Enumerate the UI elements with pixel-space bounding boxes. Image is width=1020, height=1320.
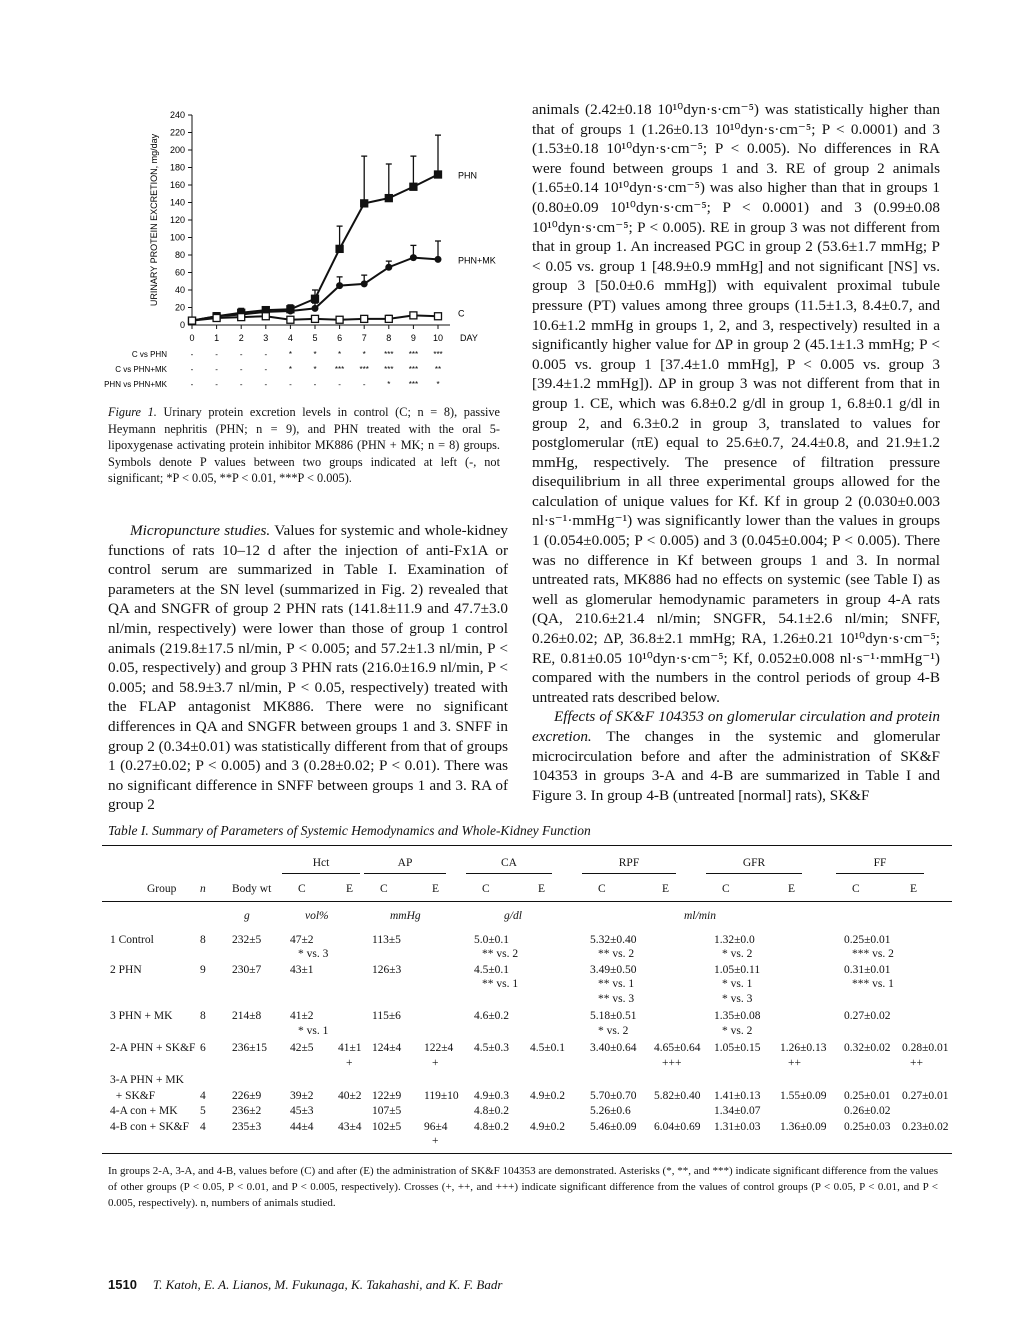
y-tick-label: 120 — [169, 215, 185, 225]
significance-mark: *** — [359, 365, 369, 374]
table-cell: 4 — [200, 1090, 206, 1102]
significance-mark: - — [264, 380, 268, 389]
data-point — [336, 282, 343, 289]
table-cell: 0.25±0.01 — [844, 934, 891, 946]
data-point — [410, 312, 417, 319]
x-tick-label: 7 — [361, 333, 367, 343]
table-cell: 1.36±0.09 — [780, 1121, 827, 1133]
significance-row-label: PHN vs PHN+MK — [104, 380, 167, 389]
x-axis-label: DAY — [460, 333, 478, 343]
significance-mark: - — [264, 365, 268, 374]
table-cell: 4.9±0.2 — [530, 1121, 566, 1133]
column-group-rule — [282, 873, 360, 874]
table-cell: 45±3 — [290, 1105, 314, 1117]
table-cell: 41±1 — [338, 1042, 362, 1054]
table-cell: ++ — [788, 1057, 801, 1069]
data-point — [361, 280, 368, 287]
data-point — [312, 315, 319, 322]
table-cell: 5.70±0.70 — [590, 1090, 637, 1102]
table-cell: 5.26±0.6 — [590, 1105, 631, 1117]
section-heading: Micropuncture studies. — [130, 522, 271, 539]
table-cell: 1.05±0.15 — [714, 1042, 761, 1054]
data-point — [189, 317, 196, 324]
column-header: C — [380, 883, 388, 895]
protein-excretion-chart — [100, 100, 520, 400]
series-label: PHN — [458, 170, 478, 181]
table-cell: ** vs. 2 — [598, 948, 635, 960]
table-cell: 126±3 — [372, 964, 402, 976]
table-cell: 235±3 — [232, 1121, 262, 1133]
table-cell: + — [432, 1057, 439, 1069]
x-tick-label: 1 — [214, 333, 220, 343]
data-point — [385, 315, 392, 322]
significance-mark: *** — [408, 365, 419, 374]
significance-mark: - — [190, 350, 194, 359]
column-header: C — [852, 883, 860, 895]
significance-mark: *** — [384, 350, 394, 359]
significance-mark: *** — [408, 380, 419, 389]
data-point — [287, 308, 294, 315]
figure-caption — [108, 404, 500, 487]
data-point — [410, 254, 417, 261]
table-cell: 1.26±0.13 — [780, 1042, 827, 1054]
row-label: + SK&F — [110, 1090, 156, 1102]
significance-mark: * — [313, 365, 317, 374]
table-cell: 4.8±0.2 — [474, 1105, 510, 1117]
significance-mark: *** — [433, 350, 443, 359]
significance-mark: * — [338, 350, 342, 359]
table-cell: * vs. 2 — [598, 1025, 629, 1037]
table-cell: 226±9 — [232, 1090, 262, 1102]
left-column-text — [108, 521, 508, 815]
column-group-rule — [466, 873, 552, 874]
data-point — [385, 264, 392, 271]
table-cell: 236±15 — [232, 1042, 268, 1054]
table-cell: 8 — [200, 934, 206, 946]
table-cell: 102±5 — [372, 1121, 402, 1133]
significance-mark: * — [288, 365, 292, 374]
table-cell: 47±2 — [290, 934, 314, 946]
table-cell: 0.25±0.03 — [844, 1121, 891, 1133]
table-cell: 41±2 — [290, 1010, 314, 1022]
column-header: C — [482, 883, 490, 895]
column-header: E — [538, 883, 546, 895]
table-cell: 5.18±0.51 — [590, 1010, 637, 1022]
column-group-rule — [364, 873, 446, 874]
column-header: E — [432, 883, 440, 895]
data-point — [262, 313, 269, 320]
x-tick-label: 9 — [410, 333, 416, 343]
table-cell: * vs. 3 — [722, 993, 753, 1005]
table-cell: 39±2 — [290, 1090, 314, 1102]
table-cell: +++ — [662, 1057, 682, 1069]
y-axis-label: URINARY PROTEIN EXCRETION, mg/day — [149, 133, 159, 307]
column-group-rule — [582, 873, 676, 874]
data-point — [336, 245, 343, 252]
data-point — [312, 305, 319, 312]
y-tick-label: 80 — [174, 250, 185, 260]
table-cell: 43±1 — [290, 964, 314, 976]
table-cell: 1.32±0.0 — [714, 934, 755, 946]
column-header: E — [788, 883, 796, 895]
column-header: E — [910, 883, 918, 895]
x-tick-label: 6 — [337, 333, 343, 343]
significance-mark: - — [190, 365, 194, 374]
table-cell: 0.23±0.02 — [902, 1121, 949, 1133]
series-label: PHN+MK — [458, 255, 496, 266]
column-group-rule — [836, 873, 924, 874]
y-tick-label: 240 — [169, 110, 185, 120]
table-cell: *** vs. 1 — [852, 978, 894, 990]
data-point — [361, 315, 368, 322]
table-cell: 40±2 — [338, 1090, 362, 1102]
right-column-text — [532, 100, 940, 805]
data-point — [435, 256, 442, 263]
table-cell: + — [432, 1135, 439, 1147]
significance-mark: * — [288, 350, 292, 359]
table-cell: 124±4 — [372, 1042, 402, 1054]
table-cell: 0.32±0.02 — [844, 1042, 891, 1054]
table-cell: ** vs. 1 — [598, 978, 635, 990]
x-tick-label: 8 — [386, 333, 392, 343]
significance-mark: *** — [334, 365, 345, 374]
column-group-header: FF — [873, 857, 887, 869]
table-cell: * vs. 1 — [298, 1025, 329, 1037]
column-header: Group — [147, 883, 177, 895]
significance-mark: - — [362, 380, 366, 389]
row-label: 4-B con + SK&F — [110, 1121, 190, 1133]
table-cell: 1.05±0.11 — [714, 964, 761, 976]
data-point — [287, 316, 294, 323]
figure-label: Figure 1. — [108, 405, 157, 419]
unit-label: g — [244, 910, 250, 922]
column-group-header: CA — [501, 857, 517, 869]
row-label: 3 PHN + MK — [110, 1010, 173, 1022]
table-cell: 3.49±0.50 — [590, 964, 637, 976]
data-point — [312, 295, 319, 302]
table-cell: ** vs. 1 — [482, 978, 519, 990]
table-cell: 42±5 — [290, 1042, 314, 1054]
unit-label: mmHg — [390, 910, 421, 922]
table-cell: ** vs. 2 — [482, 948, 519, 960]
significance-mark: - — [215, 365, 218, 374]
significance-mark: * — [362, 350, 366, 359]
table-cell: 0.27±0.02 — [844, 1010, 891, 1022]
data-point — [361, 200, 368, 207]
row-label: 2-A PHN + SK&F — [110, 1042, 196, 1054]
table-cell: 4.6±0.2 — [474, 1010, 510, 1022]
table-cell: 5.82±0.40 — [654, 1090, 701, 1102]
table-cell: *** vs. 2 — [852, 948, 894, 960]
table-cell: * vs. 2 — [722, 1025, 753, 1037]
table-cell: 4.8±0.2 — [474, 1121, 510, 1133]
table-cell: 43±4 — [338, 1121, 362, 1133]
row-label: 4-A con + MK — [110, 1105, 178, 1117]
x-tick-label: 0 — [189, 333, 195, 343]
table-cell: 236±2 — [232, 1105, 262, 1117]
significance-mark: - — [239, 350, 243, 359]
column-group-header: GFR — [742, 857, 766, 869]
table-cell: 6 — [200, 1042, 206, 1054]
x-tick-label: 10 — [432, 333, 444, 343]
header-bottom-rule — [102, 901, 952, 902]
significance-mark: *** — [384, 365, 394, 374]
table-cell: 107±5 — [372, 1105, 402, 1117]
table-cell: 1.31±0.03 — [714, 1121, 761, 1133]
unit-label: g/dl — [504, 910, 522, 922]
significance-mark: * — [436, 380, 440, 389]
column-group-header: RPF — [618, 857, 640, 869]
data-point — [336, 316, 343, 323]
paragraph: The changes in the systemic and glomerular microcirculation before and after the administration of SK&F 104353 in groups 3-A and 4-B are summarized in Table I and Figure 3. In group 4-B (untreated [normal] rats), SK&F — [532, 728, 940, 804]
table-cell: 9 — [200, 964, 206, 976]
row-label: 2 PHN — [110, 964, 142, 976]
y-tick-label: 220 — [169, 127, 185, 138]
table-cell: 4.5±0.1 — [474, 964, 510, 976]
table-cell: 230±7 — [232, 964, 262, 976]
y-tick-label: 40 — [174, 285, 185, 295]
significance-mark: ** — [434, 365, 442, 374]
table-cell: ++ — [910, 1057, 923, 1069]
table-cell: 4.9±0.3 — [474, 1090, 510, 1102]
column-header: C — [298, 883, 306, 895]
table-cell: 96±4 — [424, 1121, 448, 1133]
y-tick-label: 100 — [169, 232, 185, 243]
y-tick-label: 60 — [174, 267, 185, 278]
table-cell: 122±4 — [424, 1042, 454, 1054]
significance-mark: - — [264, 350, 268, 359]
table-cell: 5.0±0.1 — [474, 934, 510, 946]
x-tick-label: 4 — [287, 333, 293, 343]
table-cell: 44±4 — [290, 1121, 314, 1133]
y-tick-label: 200 — [169, 145, 185, 155]
significance-mark: - — [313, 380, 317, 389]
unit-label: vol% — [305, 910, 329, 922]
y-tick-label: 20 — [174, 302, 185, 313]
y-tick-label: 160 — [169, 180, 185, 190]
authors: T. Katoh, E. A. Lianos, M. Fukunaga, K. Takahashi, and K. F. Badr — [152, 1277, 503, 1292]
column-header: E — [346, 883, 354, 895]
table-cell: 232±5 — [232, 934, 262, 946]
x-tick-label: 3 — [263, 333, 269, 343]
table-cell: 122±9 — [372, 1090, 402, 1102]
table-cell: 0.31±0.01 — [844, 964, 891, 976]
x-tick-label: 2 — [238, 333, 244, 343]
table-cell: 0.28±0.01 — [902, 1042, 949, 1054]
data-point — [213, 315, 220, 322]
data-point — [435, 313, 442, 320]
table-cell: 1.55±0.09 — [780, 1090, 827, 1102]
column-header: E — [662, 883, 670, 895]
series-label: C — [458, 308, 465, 319]
table-cell: 119±10 — [424, 1090, 459, 1102]
table-cell: 8 — [200, 1010, 206, 1022]
table-cell: 5.32±0.40 — [590, 934, 637, 946]
data-point — [238, 314, 245, 321]
y-tick-label: 180 — [169, 162, 185, 173]
page-footer — [108, 1277, 502, 1293]
significance-mark: - — [338, 380, 341, 389]
column-header: n — [200, 883, 206, 895]
table-top-rule — [102, 845, 952, 846]
significance-mark: - — [215, 350, 218, 359]
column-header: Body wt — [232, 883, 272, 895]
table-cell: 1.41±0.13 — [714, 1090, 761, 1102]
table-cell: 115±6 — [372, 1010, 401, 1022]
column-group-header: AP — [397, 857, 413, 869]
table-cell: 1.34±0.07 — [714, 1105, 761, 1117]
y-tick-label: 140 — [169, 197, 185, 208]
table-cell: 113±5 — [372, 934, 401, 946]
table-title: Table I. Summary of Parameters of Systemic Hemodynamics and Whole-Kidney Function — [108, 823, 591, 838]
significance-mark: *** — [408, 350, 419, 359]
table-cell: 0.26±0.02 — [844, 1105, 891, 1117]
table-cell: 0.27±0.01 — [902, 1090, 949, 1102]
significance-mark: - — [289, 380, 292, 389]
column-header: C — [722, 883, 730, 895]
data-point — [385, 195, 392, 202]
table-cell: * vs. 3 — [298, 948, 329, 960]
paragraph: animals (2.42±0.18 10¹⁰dyn·s·cm⁻⁵) was statistically higher than that of groups 1 (1.26±0.13 10¹⁰dyn·s·cm⁻⁵; P < 0.0001) and 3 (1.53±0.18 10¹⁰dyn·s·cm⁻⁵; P < 0.005). No differences in RA were found between groups 1 and 3. RE of group 2 animals (1.65±0.14 10¹⁰dyn·s·cm⁻⁵) was also higher than that in groups 1 (0.80±0.09 10¹⁰dyn·s·cm⁻⁵; P < 0.0001) and 3 (0.99±0.08 10¹⁰dyn·s·cm⁻⁵; P < 0.005). RE in group 3 was not different from that in group 1. An increased PGC in group 2 (53.6±1.7 mmHg; P < 0.05 vs. group 1 [48.9±0.9 mmHg] and not significant [NS] vs. group 3 [50.0±0.6 mmHg]) with equivalent proximal tubule pressure (PT) values among three groups (11.5±1.3, 8.4±0.7, and 10.6±1.2 mmHg in groups 1, 2, and 3, respectively) resulted in a significantly higher value for ΔP in group 2 (45.1±1.3 mmHg; P < 0.005 vs. group 1 [37.4±1.0 mmHg], P < 0.005 vs. group 3 [39.4±1.2 mmHg]). ΔP in group 3 was not different from that in group 1. CE, which was 6.8±0.2 g/dl in group 1, 6.8±0.1 g/dl in group 2, and 6.3±0.2 in group 3, translated to values for postglomerular (πE) equal to 25.6±0.7, 24.4±0.8, and 21.9±1.2 mmHg, respectively. The presence of filtration pressure disequilibrium in all three experimental groups allowed for the calculation of unique values for Kf. Kf in group 2 (0.030±0.003 nl·s⁻¹·mmHg⁻¹) was significantly lower than the values in groups 1 (0.054±0.005; P < 0.005) and 3 (0.045±0.004; P < 0.005). There was no difference in Kf between groups 1 and 3. In normal untreated rats, MK886 had no effects on systemic (see Table I) as well as glomerular hemodynamic parameters in group 4-A rats (QA, 210.6±21.4 nl/min; SNGFR, 54.1±2.6 nl/min; SNFF, 0.26±0.02; ΔP, 36.8±2.1 mmHg; RA, 1.26±0.21 10¹⁰dyn·s·cm⁻⁵; RE, 0.81±0.05 10¹⁰dyn·s·cm⁻⁵; Kf, 0.052±0.008 nl·s⁻¹·mmHg⁻¹) compared with the numbers in the control periods of group 4-B untreated rats described below. — [532, 101, 940, 706]
significance-mark: - — [215, 380, 218, 389]
table-footnote: In groups 2-A, 3-A, and 4-B, values before (C) and after (E) the administration of SK&F 104353 are demonstrated. Asterisks (*, **, and ***) indicate significant difference from the values of other groups (P < 0.05, P < 0.01, and P < 0.005, respectively). Crosses (+, ++, and +++) indicate significant difference from the values of control groups (P < 0.05, P < 0.01, and P < 0.005, respectively). n, numbers of animals studied. — [108, 1165, 938, 1209]
section-heading: Effects of SK&F 104353 on glomerular circulation and protein excretion. — [532, 708, 940, 745]
significance-mark: * — [387, 380, 391, 389]
table-cell: 5.46±0.09 — [590, 1121, 637, 1133]
table-cell: 5 — [200, 1105, 206, 1117]
table-cell: 4.9±0.2 — [530, 1090, 566, 1102]
row-label: 1 Control — [110, 934, 154, 946]
table-cell: + — [346, 1057, 353, 1069]
significance-row-label: C vs PHN+MK — [115, 365, 167, 374]
table-cell: 3.40±0.64 — [590, 1042, 637, 1054]
data-point — [435, 171, 442, 178]
column-group-rule — [706, 873, 802, 874]
table-cell: 1.35±0.08 — [714, 1010, 761, 1022]
table-cell: 0.25±0.01 — [844, 1090, 891, 1102]
row-label: 3-A PHN + MK — [110, 1074, 184, 1086]
page-number: 1510 — [108, 1277, 137, 1292]
column-header: C — [598, 883, 606, 895]
table-cell: * vs. 1 — [722, 978, 753, 990]
significance-mark: - — [190, 380, 194, 389]
table-cell: 4.65±0.64 — [654, 1042, 701, 1054]
unit-label: ml/min — [684, 910, 716, 922]
table-cell: 4.5±0.3 — [474, 1042, 510, 1054]
table-cell: * vs. 2 — [722, 948, 753, 960]
table-cell: ** vs. 3 — [598, 993, 635, 1005]
paragraph: Values for systemic and whole-kidney functions of rats 10–12 d after the injection of anti-Fx1A or control serum are summarized in Table I. Examination of parameters at the SN level (summarized in Fig. 2) revealed that QA and SNGFR of group 2 PHN rats (141.8±11.9 and 47.7±3.0 nl/min, respectively) were lower than those of group 1 control animals (219.8±17.5 nl/min, P < 0.005; and 57.2±1.3 nl/min, P < 0.05, respectively) and group 3 PHN rats (216.0±16.9 nl/min, P < 0.005; and 58.9±3.7 nl/min, P < 0.05, respectively) treated with the FLAP antagonist MK886. There were no significant differences in QA and SNGFR between groups 1 and 3. SNFF in group 2 (0.34±0.01) was statistically different from that of groups 1 (0.27±0.02; P < 0.005) and 3 (0.28±0.02; P < 0.01). There was no significant difference in SNFF between groups 1 and 3. RA of group 2 — [108, 522, 508, 814]
table-cell: 6.04±0.69 — [654, 1121, 701, 1133]
figure-caption-text: Urinary protein excretion levels in control (C; n = 8), passive Heymann nephritis (PHN; n = 9), and PHN treated with the oral 5-lipoxygenase activating protein inhibitor MK886 (PHN + MK; n = 8) groups. Symbols denote P values between two groups indicated at left (-, not significant; *P < 0.05, **P < 0.01, ***P < 0.005). — [108, 405, 501, 485]
table-cell: 4 — [200, 1121, 206, 1133]
y-tick-label: 0 — [179, 320, 185, 330]
table-cell: 4.5±0.1 — [530, 1042, 566, 1054]
x-tick-label: 5 — [312, 333, 318, 343]
significance-mark: * — [313, 350, 317, 359]
table-bottom-rule — [102, 1153, 952, 1154]
data-point — [410, 183, 417, 190]
significance-row-label: C vs PHN — [131, 350, 167, 359]
significance-mark: - — [239, 365, 243, 374]
significance-mark: - — [239, 380, 243, 389]
column-group-header: Hct — [312, 857, 330, 869]
table-cell: 214±8 — [232, 1010, 262, 1022]
